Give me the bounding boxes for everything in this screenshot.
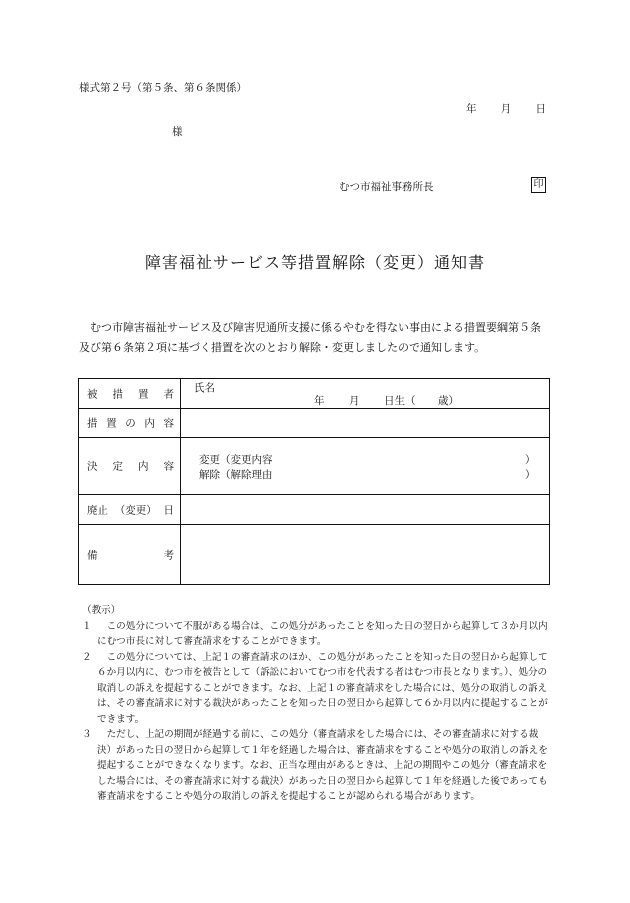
instruction-text: この処分について不服がある場合は、この処分があったことを知った日の翌日から起算して３か月以内にむつ市長に対して審査請求をすることができます。 bbox=[97, 620, 548, 647]
row-label bbox=[79, 525, 181, 584]
label-char: 容 bbox=[163, 460, 174, 473]
label-char: 日 bbox=[163, 504, 174, 516]
label-char: 措 bbox=[112, 388, 123, 400]
seal-mark: 印 bbox=[531, 177, 546, 193]
release-close-paren: ） bbox=[525, 469, 536, 481]
table-row-content bbox=[79, 409, 549, 438]
date-month: 月 bbox=[500, 103, 512, 115]
birth-day: 日生（ bbox=[384, 395, 416, 407]
label-char: （変更） bbox=[114, 504, 157, 516]
label-char: 措 bbox=[87, 417, 98, 430]
label-char: 決 bbox=[87, 460, 98, 473]
instruction-number: ３ bbox=[82, 729, 92, 740]
instruction-item bbox=[82, 727, 552, 805]
row-label bbox=[79, 379, 181, 408]
table-row-decision bbox=[79, 438, 549, 495]
age-suffix: 歳） bbox=[438, 395, 459, 407]
notice-table bbox=[78, 378, 550, 585]
release-line: 解除（解除理由 bbox=[199, 469, 273, 481]
intro-paragraph: むつ市障害福祉サービス及び障害児通所支援に係るやむを得ない事由による措置要綱第５条及び第６条第２項に基づく措置を次のとおり解除・変更しましたので通知します。 bbox=[79, 321, 541, 354]
label-char: 定 bbox=[112, 460, 123, 473]
name-label: 氏名 bbox=[194, 382, 215, 394]
date-day: 日 bbox=[535, 103, 546, 115]
label-char: 者 bbox=[163, 388, 174, 400]
instructions-section bbox=[82, 603, 552, 805]
content-cell[interactable] bbox=[182, 409, 549, 437]
date-year: 年 bbox=[466, 103, 477, 115]
decision-cell[interactable] bbox=[182, 438, 549, 494]
table-row-end-date bbox=[79, 495, 549, 525]
label-char: の bbox=[125, 417, 136, 430]
table-row-subject bbox=[79, 379, 549, 409]
label-char: 備 bbox=[87, 549, 98, 561]
subject-cell[interactable] bbox=[182, 379, 549, 408]
instructions-heading: （教示） bbox=[82, 605, 121, 616]
label-char: 容 bbox=[163, 417, 174, 430]
instruction-item bbox=[82, 650, 552, 728]
table-row-remarks bbox=[79, 525, 549, 584]
label-char: 考 bbox=[163, 549, 174, 561]
recipient-honorific: 様 bbox=[172, 126, 183, 138]
instruction-item bbox=[82, 619, 552, 650]
row-label bbox=[79, 409, 181, 437]
form-number: 様式第２号（第５条、第６条関係） bbox=[79, 82, 247, 94]
instruction-number: １ bbox=[82, 620, 92, 632]
end-date-cell[interactable] bbox=[182, 495, 549, 524]
instruction-text: ただし、上記の期間が経過する前に、この処分（審査請求をした場合には、その審査請求に対する裁決）があった日の翌日から起算して１年を経過した場合は、審査請求をすることや処分の取消しの訴えを提起することができなくなります。なお、正当な理由があるときは、上記の期間やこの処分（審査請求をした場合には、その審査請求に対する裁決）があった日の翌日から起算して１年を経過した後であっても審査請求をすることや処分の取消しの訴えを提起することが認められる場合があります。 bbox=[97, 729, 548, 802]
remarks-cell[interactable] bbox=[182, 525, 549, 584]
change-close-paren: ） bbox=[525, 454, 536, 466]
label-char: 内 bbox=[138, 460, 149, 473]
issuer-name: むつ市福祉事務所長 bbox=[339, 181, 434, 193]
label-char: 内 bbox=[144, 417, 155, 430]
document-title: 障害福祉サービス等措置解除（変更）通知書 bbox=[144, 253, 485, 272]
row-label bbox=[79, 495, 181, 524]
birth-year: 年 bbox=[314, 395, 325, 407]
birth-month: 月 bbox=[349, 395, 360, 407]
label-char: 廃止 bbox=[87, 504, 108, 516]
row-label bbox=[79, 438, 181, 494]
instruction-number: ２ bbox=[82, 651, 92, 663]
change-line: 変更（変更内容 bbox=[199, 454, 273, 466]
label-char: 置 bbox=[138, 388, 149, 400]
instruction-text: この処分については、上記１の審査請求のほか、この処分があったことを知った日の翌日から起算して６か月以内に、むつ市を被告として（訴訟においてむつ市を代表する者はむつ市長となります。）、処分の取消しの訴えを提起することができます。なお、上記１の審査請求をした場合には、処分の取消しの訴えは、その審査請求に対する裁決があったことを知った日の翌日から起算して６か月以内に提起することができます。 bbox=[97, 651, 548, 725]
label-char: 置 bbox=[106, 417, 117, 430]
issue-date bbox=[466, 101, 546, 116]
label-char: 被 bbox=[87, 388, 98, 400]
